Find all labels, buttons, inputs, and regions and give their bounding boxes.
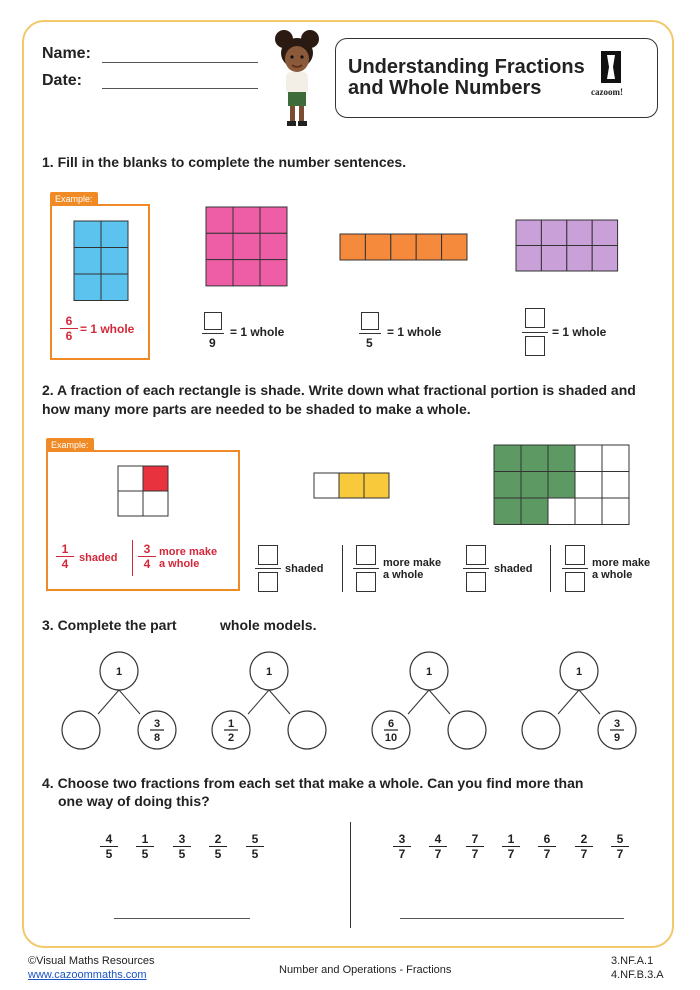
q2-prompt-line2: how many more parts are needed to be shaded to make a whole.: [42, 401, 471, 417]
q1-c-text: = 1 whole: [552, 325, 607, 339]
grid-cell: [101, 221, 128, 248]
q1-orange-strip: [339, 233, 468, 261]
fraction-option[interactable]: 2 7: [575, 832, 593, 861]
grid-cell: [494, 445, 521, 472]
footer-topic: Number and Operations - Fractions: [279, 964, 452, 976]
grid-cell: [575, 445, 602, 472]
grid-cell: [516, 246, 541, 272]
connector-line: [579, 690, 600, 714]
part-denominator: 2: [227, 732, 235, 744]
grid-cell: [206, 260, 233, 286]
fraction-option[interactable]: 2 5: [209, 832, 227, 861]
whole-value: 1: [425, 666, 433, 678]
q1-pink-grid: [205, 206, 289, 287]
q2-b-more-label-2: a whole: [383, 569, 424, 581]
grid-cell: [233, 233, 260, 259]
grid-cell: [260, 207, 287, 233]
q2-d-more-label-1: more make: [592, 557, 651, 569]
part-numerator: 3: [613, 718, 621, 730]
student-illustration: [262, 25, 332, 133]
q2-example-grid: [117, 465, 171, 519]
q1-prompt: 1. Fill in the blanks to complete the number sentences.: [42, 154, 407, 170]
q1-a-denominator: 9: [209, 336, 216, 350]
part-denominator: 8: [153, 732, 161, 744]
grid-cell: [206, 233, 233, 259]
date-label: Date:: [42, 72, 83, 89]
q1-b-fraction-bar: [359, 333, 381, 334]
fraction-option[interactable]: 5 5: [246, 832, 264, 861]
fraction-option[interactable]: 3 7: [393, 832, 411, 861]
grid-cell: [521, 498, 548, 525]
connector-line: [429, 690, 450, 714]
q1-c-fraction-bar: [522, 332, 548, 333]
q2-yellow-strip: [313, 472, 391, 499]
grid-cell: [101, 274, 128, 301]
grid-cell: [74, 274, 101, 301]
grid-cell: [567, 246, 592, 272]
grid-cell: [548, 445, 575, 472]
q2-c-denominator-box[interactable]: [466, 572, 486, 592]
name-label: Name:: [42, 45, 91, 62]
date-field[interactable]: [102, 88, 258, 89]
whole-value: 1: [575, 666, 583, 678]
grid-cell: [548, 472, 575, 499]
grid-cell: [74, 248, 101, 275]
q2-c-divider: [550, 545, 551, 592]
grid-cell: [416, 234, 441, 260]
q2-d-denominator-box[interactable]: [565, 572, 585, 592]
whole-value: 1: [115, 666, 123, 678]
q2-ex-shaded-label: shaded: [79, 552, 118, 564]
grid-cell: [101, 248, 128, 275]
q1-a-fraction-bar: [202, 333, 224, 334]
q2-prompt-line1: 2. A fraction of each rectangle is shade. Write down what fractional portion is shaded and: [42, 382, 636, 398]
q1-c-denominator-box[interactable]: [525, 336, 545, 356]
q1-b-numerator-box[interactable]: [361, 312, 379, 330]
part-denominator: 10: [384, 732, 398, 744]
q1-example-tag: Example:: [50, 192, 98, 206]
grid-cell: [548, 498, 575, 525]
q1-example-grid: [73, 220, 129, 302]
q2-ex-divider: [132, 540, 133, 576]
cazoom-logo-icon: [601, 51, 621, 83]
q2-b-numerator-box[interactable]: [356, 545, 376, 565]
q1-example-text: = 1 whole: [80, 322, 135, 336]
q3-part-whole-models: [40, 640, 660, 760]
grid-cell: [602, 498, 629, 525]
q2-a-denominator-box[interactable]: [258, 572, 278, 592]
q3-prompt-b: whole models.: [220, 617, 317, 633]
footer-code-1: 3.NF.A.1: [611, 955, 654, 967]
fraction-option[interactable]: 4 7: [429, 832, 447, 861]
q2-c-bar: [463, 568, 489, 569]
fraction-option[interactable]: 7 7: [466, 832, 484, 861]
q1-example-fraction: 6 6: [60, 314, 78, 343]
fraction-option[interactable]: 6 7: [538, 832, 556, 861]
connector-line: [98, 690, 119, 714]
grid-cell: [541, 246, 566, 272]
fraction-option[interactable]: 4 5: [100, 832, 118, 861]
q2-a-shaded-label: shaded: [285, 563, 324, 575]
grid-cell: [260, 260, 287, 286]
q4-prompt-line2: one way of doing this?: [58, 793, 210, 809]
q2-a-divider: [342, 545, 343, 592]
q1-c-numerator-box[interactable]: [525, 308, 545, 328]
grid-cell: [575, 472, 602, 499]
grid-cell: [602, 445, 629, 472]
q2-d-numerator-box[interactable]: [565, 545, 585, 565]
footer-copyright: ©Visual Maths Resources: [28, 955, 155, 967]
q2-ex-shaded-fraction: 1 4: [56, 542, 74, 571]
connector-line: [248, 690, 269, 714]
q2-ex-shaded-cell: [143, 466, 168, 491]
grid-cell: [74, 221, 101, 248]
grid-cell: [233, 207, 260, 233]
q2-b-denominator-box[interactable]: [356, 572, 376, 592]
fraction-option[interactable]: 1 7: [502, 832, 520, 861]
q2-a-numerator-box[interactable]: [258, 545, 278, 565]
fraction-option[interactable]: 5 7: [611, 832, 629, 861]
grid-cell: [516, 220, 541, 246]
q1-b-denominator: 5: [366, 336, 373, 350]
fraction-option[interactable]: 1 5: [136, 832, 154, 861]
part-circle-left: [62, 711, 100, 749]
footer-url-link[interactable]: www.cazoommaths.com: [28, 969, 147, 981]
q2-green-grid: [493, 444, 631, 526]
q1-a-numerator-box[interactable]: [204, 312, 222, 330]
grid-cell: [592, 220, 617, 246]
q4-answer-line-b[interactable]: [400, 918, 624, 919]
q4-divider: [350, 822, 351, 928]
part-denominator: 9: [613, 732, 621, 744]
q2-d-more-label-2: a whole: [592, 569, 633, 581]
connector-line: [269, 690, 290, 714]
q2-a-bar: [255, 568, 281, 569]
part-circle-left: [522, 711, 560, 749]
page-title: Understanding Fractions and Whole Numbers: [348, 56, 585, 99]
grid-cell: [521, 445, 548, 472]
q1-b-text: = 1 whole: [387, 325, 442, 339]
q2-ex-more-label-1: more make: [159, 546, 218, 558]
q4-answer-line-a[interactable]: [114, 918, 250, 919]
part-numerator: 1: [227, 718, 235, 730]
q3-prompt-a: 3. Complete the part: [42, 617, 177, 633]
part-numerator: 6: [387, 718, 395, 730]
grid-cell: [541, 220, 566, 246]
q1-a-text: = 1 whole: [230, 325, 285, 339]
grid-cell: [575, 498, 602, 525]
q2-ex-more-fraction: 3 4: [138, 542, 156, 571]
footer-code-2: 4.NF.B.3.A: [611, 969, 664, 981]
q1-purple-grid: [515, 219, 619, 273]
connector-line: [558, 690, 579, 714]
grid-cell: [521, 472, 548, 499]
q2-b-more-label-1: more make: [383, 557, 442, 569]
q2-c-numerator-box[interactable]: [466, 545, 486, 565]
grid-cell: [494, 472, 521, 499]
whole-value: 1: [265, 666, 273, 678]
fraction-option[interactable]: 3 5: [173, 832, 191, 861]
title-box: [335, 38, 658, 118]
q2-example-tag: Example:: [46, 438, 94, 452]
grid-cell: [365, 234, 390, 260]
grid-cell: [340, 234, 365, 260]
part-circle-right: [288, 711, 326, 749]
part-numerator: 3: [153, 718, 161, 730]
grid-cell: [391, 234, 416, 260]
connector-line: [408, 690, 429, 714]
grid-cell: [494, 498, 521, 525]
q2-b-bar: [353, 568, 379, 569]
grid-cell: [442, 234, 467, 260]
part-circle-right: [448, 711, 486, 749]
q4-prompt-line1: 4. Choose two fractions from each set that make a whole. Can you find more than: [42, 775, 584, 791]
grid-cell: [592, 246, 617, 272]
brand-name: cazoom!: [591, 87, 623, 97]
grid-cell: [260, 233, 287, 259]
grid-cell: [233, 260, 260, 286]
q2-c-shaded-label: shaded: [494, 563, 533, 575]
grid-cell: [567, 220, 592, 246]
connector-line: [119, 690, 140, 714]
grid-cell: [602, 472, 629, 499]
q2-ex-more-label-2: a whole: [159, 558, 200, 570]
grid-cell: [206, 207, 233, 233]
q2-d-bar: [562, 568, 588, 569]
name-field[interactable]: [102, 62, 258, 63]
